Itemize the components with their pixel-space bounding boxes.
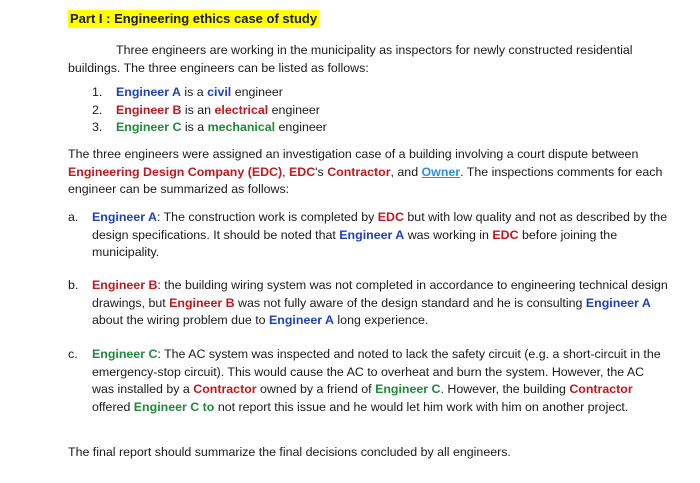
- comment-engineer-a: a. Engineer A: The construction work is completed by EDC but with low quality and not as described by the design specifications. It should be noted that Engineer A was working in EDC before joining the municipality.: [68, 210, 668, 259]
- final-paragraph: The final report should summarize the final decisions concluded by all engineers.: [68, 445, 511, 459]
- list-item: 1. Engineer A is a civil engineer: [92, 85, 283, 99]
- comment-engineer-c: c. Engineer C: The AC system was inspected and noted to lack the safety circuit (e.g. a short-circuit in the emergency-stop circuit). This would cause the AC to overheat and burn the system. However, the AC was installed by a Contractor owned by a friend of Engineer C. However, the building Contractor offered Engineer C to not report this issue and he would let him work with him on another project.: [68, 347, 661, 414]
- owner-link[interactable]: Owner: [421, 164, 461, 179]
- field-mechanical: mechanical: [207, 120, 276, 134]
- company-name: Engineering Design Company (EDC): [68, 164, 283, 179]
- section-heading: Part I : Engineering ethics case of study: [70, 11, 318, 26]
- assignment-paragraph: The three engineers were assigned an investigation case of a building involving a court dispute between Engineering Design Company (EDC), EDC's Contractor, and Owner. The inspections comments for each engineer can be summarized as follows:: [68, 147, 663, 196]
- engineer-a-name: Engineer A: [116, 85, 181, 99]
- field-electrical: electrical: [214, 102, 269, 117]
- intro-paragraph: Three engineers are working in the municipality as inspectors for newly constructed residential buildings. The three engineers can be listed as follows:: [68, 43, 633, 75]
- engineer-list: [92, 84, 327, 137]
- contractor-label: Contractor: [327, 164, 391, 179]
- engineer-b-name: Engineer B: [116, 102, 182, 117]
- list-item: 3. Engineer C is a mechanical engineer: [92, 120, 327, 134]
- engineer-c-name: Engineer C: [116, 120, 182, 134]
- list-item: 2. Engineer B is an electrical engineer: [92, 102, 320, 117]
- field-civil: civil: [207, 85, 232, 99]
- comment-engineer-b: b. Engineer B: the building wiring system was not completed in accordance to engineering technical design drawings, but Engineer B was not fully aware of the design standard and he is consulting Engineer A about the wiring problem due to Engineer A long experience.: [68, 278, 668, 327]
